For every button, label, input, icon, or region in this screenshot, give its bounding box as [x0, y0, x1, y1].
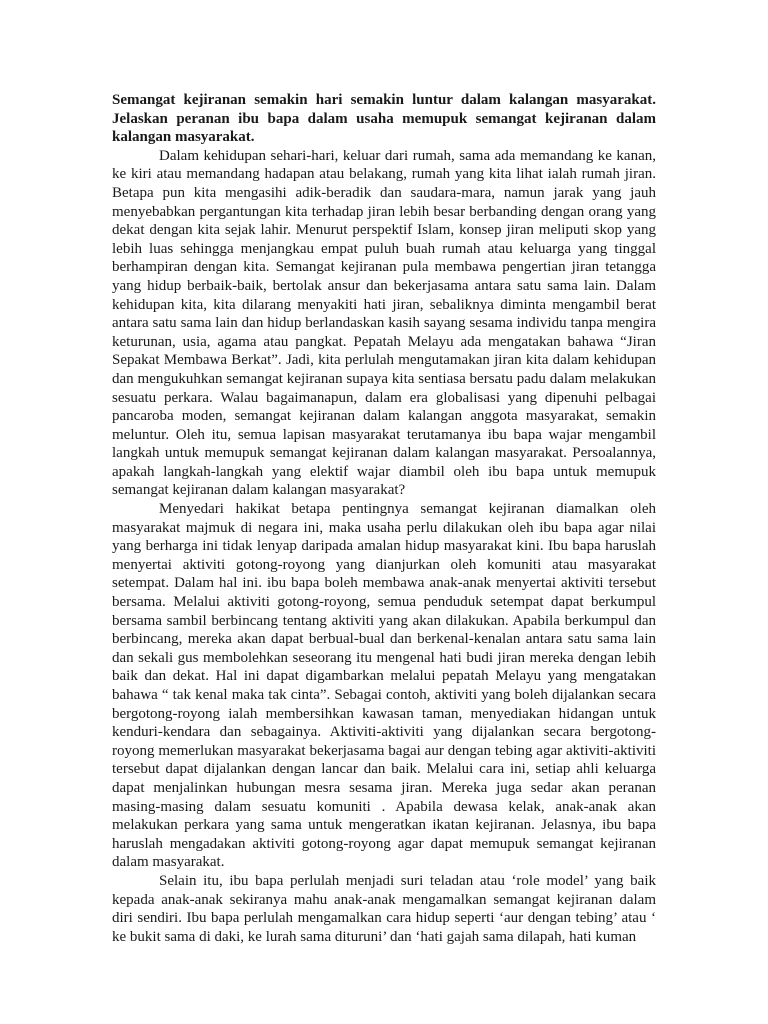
paragraph-role-model: Selain itu, ibu bapa perlulah menjadi suri teladan atau ‘role model’ yang baik kepada anak-anak sekiranya mahu anak-anak mengamalkan semangat kejiranan dalam diri sendiri. Ibu bapa perlulah mengamalkan cara hidup seperti ‘aur dengan tebing’ atau ‘ ke bukit sama di daki, ke lurah sama dituruni’ dan ‘hati gajah sama dilapah, hati kuman [112, 872, 656, 945]
paragraph-gotong-royong: Menyedari hakikat betapa pentingnya semangat kejiranan diamalkan oleh masyarakat majmuk di negara ini, maka usaha perlu dilakukan oleh ibu bapa agar nilai yang berharga ini tidak lenyap daripada amalan hidup masyarakat kini. Ibu bapa haruslah menyertai aktiviti gotong-royong yang dianjurkan oleh komuniti atau masyarakat setempat. Dalam hal ini. ibu bapa boleh membawa anak-anak menyertai aktiviti tersebut bersama. Melalui aktiviti gotong-royong, semua penduduk setempat dapat berkumpul bersama sambil berbincang tentang aktiviti yang akan dilakukan. Apabila berkumpul dan berbincang, mereka akan dapat berbual-bual dan berkenal-kenalan antara satu sama lain dan sekali gus membolehkan seseorang itu mengenal hati budi jiran mereka dengan lebih baik dan dekat. Hal ini dapat digambarkan melalui pepatah Melayu yang mengatakan bahawa “ tak kenal maka tak cinta”. Sebagai contoh, aktiviti yang boleh dijalankan secara bergotong-royong ialah membersihkan kawasan taman, menyediakan hidangan untuk kenduri-kendara dan sebagainya. Aktiviti-aktiviti yang dijalankan secara bergotong-royong memerlukan masyarakat bekerjasama bagai aur dengan tebing agar aktiviti-aktiviti tersebut dapat dijalankan dengan lancar dan baik. Melalui cara ini, setiap ahli keluarga dapat menjalinkan hubungan mesra sesama jiran. Mereka juga sedar akan peranan masing-masing dalam sesuatu komuniti . Apabila dewasa kelak, anak-anak akan melakukan perkara yang sama untuk mengeratkan ikatan kejiranan. Jelasnya, ibu bapa haruslah mengadakan aktiviti gotong-royong agar dapat memupuk semangat kejiranan dalam masyarakat. [112, 501, 656, 871]
essay-title-text: Semangat kejiranan semakin hari semakin luntur dalam kalangan masyarakat. Jelaskan peranan ibu bapa dalam usaha memupuk semangat kejiranan dalam kalangan masyarakat [112, 92, 656, 146]
essay-title [112, 91, 656, 147]
document-page [112, 91, 656, 946]
essay-title-period: . [250, 129, 255, 146]
paragraph-introduction: Dalam kehidupan sehari-hari, keluar dari rumah, sama ada memandang ke kanan, ke kiri atau memandang hadapan atau belakang, rumah yang kita lihat ialah rumah jiran. Betapa pun kita mengasihi adik-beradik dan saudara-mara, namun jarak yang jauh menyebabkan pergantungan kita terhadap jiran lebih besar berbanding dengan orang yang dekat dengan kita sejak lahir. Menurut perspektif Islam, konsep jiran meliputi skop yang lebih luas sehingga menjangkau empat puluh buah rumah atau keluarga yang tinggal berhampiran dengan kita. Semangat kejiranan pula membawa pengertian jiran tetangga yang hidup berbaik-baik, bertolak ansur dan bekerjasama antara satu sama lain. Dalam kehidupan kita, kita dilarang menyakiti hati jiran, sebaliknya diminta mengambil berat antara satu sama lain dan hidup berlandaskan kasih sayang sesama individu tanpa mengira keturunan, usia, agama atau pangkat. Pepatah Melayu ada mengatakan bahawa “Jiran Sepakat Membawa Berkat”. Jadi, kita perlulah mengutamakan jiran kita dalam kehidupan dan mengukuhkan semangat kejiranan supaya kita sentiasa bersatu padu dalam melakukan sesuatu perkara. Walau bagaimanapun, dalam era globalisasi yang dipenuhi pelbagai pancaroba moden, semangat kejiranan dalam kalangan anggota masyarakat, semakin meluntur. Oleh itu, semua lapisan masyarakat terutamanya ibu bapa wajar mengambil langkah untuk memupuk semangat kejiranan dalam kalangan masyarakat. Persoalannya, apakah langkah-langkah yang elektif wajar diambil oleh ibu bapa untuk memupuk semangat kejiranan dalam kalangan masyarakat? [112, 147, 656, 499]
